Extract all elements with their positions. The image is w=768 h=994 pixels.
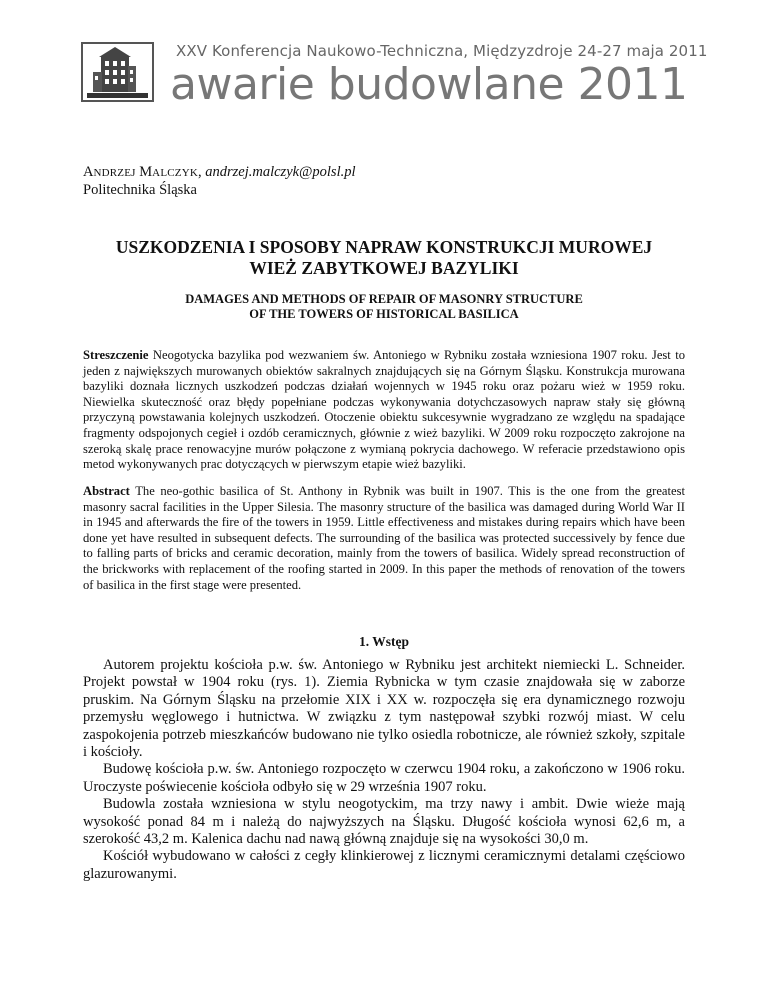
section-body — [83, 657, 685, 883]
author-last-initial: M — [139, 164, 153, 180]
abstract-polish — [83, 348, 685, 473]
paper-title-polish — [83, 237, 685, 279]
body-paragraph: Budowę kościoła p.w. św. Antoniego rozpoczęto w czerwcu 1904 roku, a zakończono w 1906 roku. Uroczyste poświecenie kościoła odbyło się w 29 września 1907 roku. — [83, 761, 685, 795]
author-email[interactable]: andrzej.malczyk@polsl.pl — [205, 164, 356, 180]
section-heading: 1. Wstęp — [358, 634, 409, 649]
body-paragraph: Budowla została wzniesiona w stylu neogotyckim, ma trzy nawy i ambit. Dwie wieże mają wysokość ponad 84 m i należą do najwyższych na Śląsku. Długość kościoła wynosi 62,6 m, a szerokość 43,2 m. Kalenica dachu nad nawą główną znajduje się na wysokości 30,0 m. — [83, 796, 685, 848]
abstract-pl-text: Neogotycka bazylika pod wezwaniem św. Antoniego w Rybniku została wzniesiona 1907 roku. Jest to jeden z największych murowanych obiektów sakralnych znajdujących się na Górnym Śląsku. Konstrukcja murowana bazyliki doznała licznych uszkodzeń podczas działań wojennych w 1945 roku oraz pożaru wież w 1959 roku. Niewielka skuteczność oraz błędy popełniane podczas wykonywania dotychczasowych napraw stały się główną przyczyną powstawania kolejnych uszkodzeń. Otoczenie obiektu sukcesywnie wygradzano ze względu na spadające fragmenty odspojonych cegieł i ozdób ceramicznych, głównie z wież bazyliki. W 2009 roku rozpoczęto zakrojone na szeroką skalę prace renowacyjne murów połączone z wymianą pokrycia dachowego. W referacie przedstawiono opis metod wykonywanych prac dotyczących w pierwszym etapie wież bazyliki. — [83, 348, 685, 472]
body-paragraph: Autorem projektu kościoła p.w. św. Antoniego w Rybniku jest architekt niemiecki L. Schneider. Projekt powstał w 1904 roku (rys. 1). Ziemia Rybnicka w tym czasie znajdowała się w zaborze pruskim. Na Górnym Śląsku na przełomie XIX i XX w. rozpoczęła się era dynamicznego rozwoju przemysłu węglowego i hutnictwa. W związku z tym następował szybki rozwój miast. W celu zaspokojenia potrzeb mieszkańców budowano nie tylko osiedla robotnicze, ale również szkoły, szpitale i kościoły. — [83, 657, 685, 761]
conference-title: awarie budowlane 2011 — [170, 59, 688, 110]
building-logo-icon — [81, 42, 154, 102]
title-pl-line-2: WIEŻ ZABYTKOWEJ BAZYLIKI — [249, 258, 519, 278]
abstract-english — [83, 484, 685, 593]
author-affiliation: Politechnika Śląska — [83, 182, 197, 198]
title-en-line-2: OF THE TOWERS OF HISTORICAL BASILICA — [249, 307, 519, 321]
author-last-rest: ALCZYK — [152, 167, 198, 179]
body-paragraph: Kościół wybudowano w całości z cegły klinkierowej z licznymi ceramicznymi detalami częściowo glazurowanymi. — [83, 848, 685, 882]
author-first-initial: A — [83, 164, 94, 180]
conference-name: XXV Konferencja Naukowo-Techniczna, Międzyzdroje 24-27 maja 2011 — [176, 42, 708, 60]
abstract-en-text: The neo-gothic basilica of St. Anthony in Rybnik was built in 1907. This is the one from the greatest masonry sacral facilities in the Upper Silesia. The masonry structure of the basilica was damaged during World War II in 1945 and afterwards the fire of the towers in 1959. Little effectiveness and mistakes during repairs which have been done yet have resulted in subsequent defects. The surrounding of the basilica was protected successively by fence due to falling parts of bricks and ceramic decoration, mainly from the towers of basilica. Widely spread reconstruction of the brickworks with replacement of the roofing started in 2009. In this paper the methods of renovation of the towers of basilica in the first stage were presented. — [83, 484, 686, 592]
title-pl-line-1: USZKODZENIA I SPOSOBY NAPRAW KONSTRUKCJI MUROWEJ — [115, 237, 653, 257]
paper-title-english — [83, 292, 685, 322]
title-en-line-1: DAMAGES AND METHODS OF REPAIR OF MASONRY STRUCTURE — [185, 292, 583, 306]
abstract-en-label: Abstract — [83, 484, 130, 498]
abstract-pl-label: Streszczenie — [83, 348, 149, 362]
conference-logo — [81, 42, 154, 102]
author-first-rest: NDRZEJ — [93, 167, 136, 179]
author-line: ANDRZEJ MALCZYK, andrzej.malczyk@polsl.pl — [83, 164, 356, 180]
